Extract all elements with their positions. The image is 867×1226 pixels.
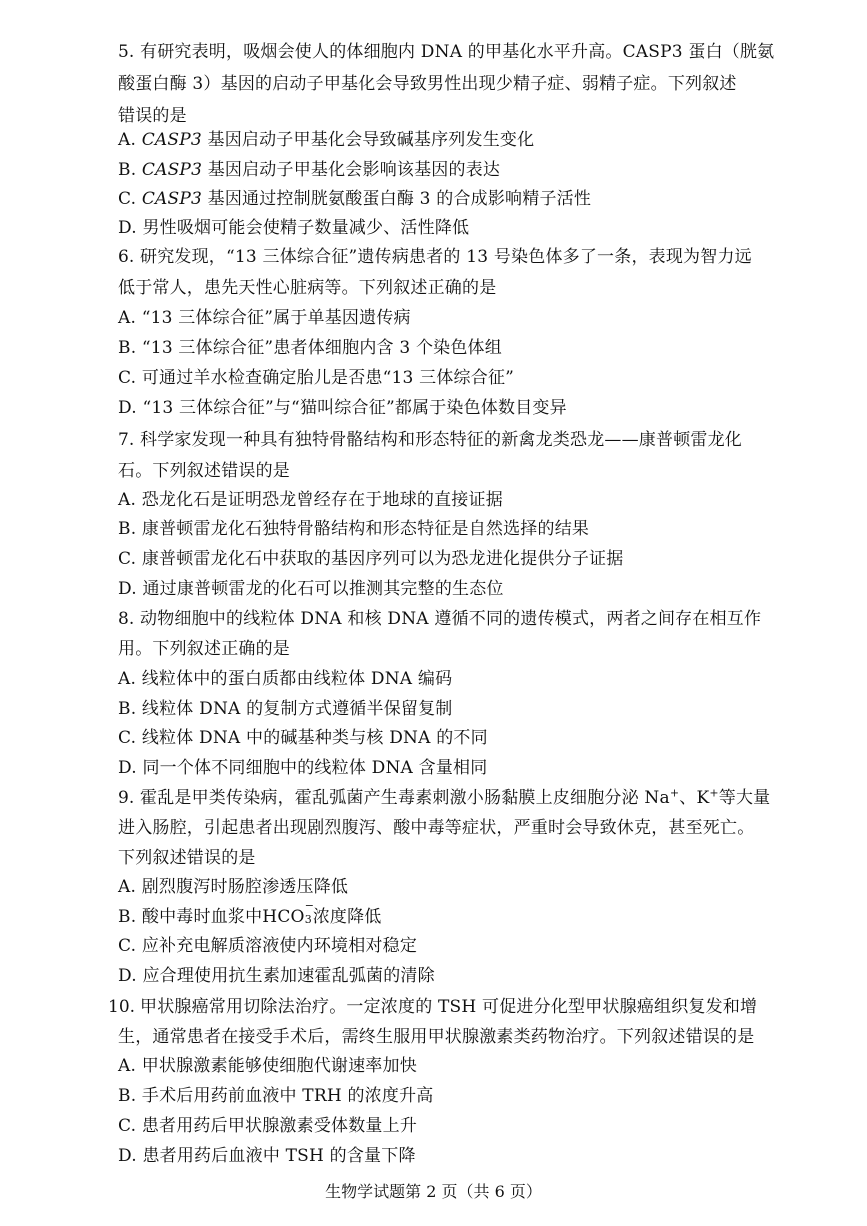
option-b: B. 康普顿雷龙化石独特骨骼结构和形态特征是自然选择的结果 bbox=[118, 519, 590, 539]
question-stem-line: 霍乱是甲类传染病，霍乱弧菌产生毒素刺激小肠黏膜上皮细胞分泌 Na+、K+等大量 bbox=[140, 786, 771, 808]
question-stem-line: 科学家发现一种具有独特骨骼结构和形态特征的新禽龙类恐龙——康普顿雷龙化 bbox=[140, 430, 742, 450]
option-b: B. 手术后用药前血液中 TRH 的浓度升高 bbox=[118, 1086, 434, 1106]
question-stem-line: 酸蛋白酶 3）基因的启动子甲基化会导致男性出现少精子症、弱精子症。下列叙述 bbox=[118, 74, 737, 94]
question-stem-line: 石。下列叙述错误的是 bbox=[118, 461, 290, 481]
question-stem-line: 进入肠腔，引起患者出现剧烈腹泻、酸中毒等症状，严重时会导致休克，甚至死亡。 bbox=[118, 818, 755, 838]
option-a: A. “13 三体综合征”属于单基因遗传病 bbox=[118, 308, 411, 328]
question-stem-line: 下列叙述错误的是 bbox=[118, 848, 256, 868]
option-d: D. 应合理使用抗生素加速霍乱弧菌的清除 bbox=[118, 966, 435, 986]
question-stem-line: 生，通常患者在接受手术后，需终生服用甲状腺激素类药物治疗。下列叙述错误的是 bbox=[118, 1027, 755, 1047]
option-a: A. 线粒体中的蛋白质都由线粒体 DNA 编码 bbox=[118, 669, 453, 689]
option-b: B. 酸中毒时血浆中HCO − 3 浓度降低 bbox=[118, 899, 382, 927]
option-c: C. 康普顿雷龙化石中获取的基因序列可以为恐龙进化提供分子证据 bbox=[118, 549, 624, 569]
option-d: D. 患者用药后血液中 TSH 的含量下降 bbox=[118, 1146, 416, 1166]
option-c: C. 线粒体 DNA 中的碱基种类与核 DNA 的不同 bbox=[118, 728, 488, 748]
option-a: A. 恐龙化石是证明恐龙曾经存在于地球的直接证据 bbox=[118, 490, 503, 510]
question-number: 8. bbox=[118, 609, 135, 629]
question-number: 5. bbox=[118, 42, 135, 62]
option-d: D. 通过康普顿雷龙的化石可以推测其完整的生态位 bbox=[118, 579, 504, 599]
page-footer: 生物学试题第 2 页（共 6 页） bbox=[325, 1182, 542, 1201]
option-d: D. “13 三体综合征”与“猫叫综合征”都属于染色体数目变异 bbox=[118, 398, 567, 418]
option-a: A. 剧烈腹泻时肠腔渗透压降低 bbox=[118, 877, 349, 897]
question-stem-line: 错误的是 bbox=[118, 106, 187, 126]
question-number: 10. bbox=[108, 997, 136, 1017]
option-c: C. 可通过羊水检查确定胎儿是否患“13 三体综合征” bbox=[118, 368, 515, 388]
option-b: B. “13 三体综合征”患者体细胞内含 3 个染色体组 bbox=[118, 338, 502, 358]
question-number: 7. bbox=[118, 430, 135, 450]
option-a: A. CASP3 基因启动子甲基化会导致碱基序列发生变化 bbox=[118, 130, 535, 150]
option-d: D. 同一个体不同细胞中的线粒体 DNA 含量相同 bbox=[118, 758, 488, 778]
option-d: D. 男性吸烟可能会使精子数量减少、活性降低 bbox=[118, 218, 470, 238]
option-b: B. CASP3 基因启动子甲基化会影响该基因的表达 bbox=[118, 160, 501, 180]
option-c: C. CASP3 基因通过控制胱氨酸蛋白酶 3 的合成影响精子活性 bbox=[118, 189, 592, 209]
question-number: 6. bbox=[118, 247, 135, 267]
question-number: 9. bbox=[118, 788, 135, 808]
question-stem-line: 甲状腺癌常用切除法治疗。一定浓度的 TSH 可促进分化型甲状腺癌组织复发和增 bbox=[140, 997, 758, 1017]
question-stem-line: 用。下列叙述正确的是 bbox=[118, 639, 290, 659]
question-stem-line: 研究发现，“13 三体综合征”遗传病患者的 13 号染色体多了一条，表现为智力远 bbox=[140, 247, 752, 267]
option-c: C. 患者用药后甲状腺激素受体数量上升 bbox=[118, 1116, 418, 1136]
option-c: C. 应补充电解质溶液使内环境相对稳定 bbox=[118, 936, 418, 956]
option-b: B. 线粒体 DNA 的复制方式遵循半保留复制 bbox=[118, 699, 453, 719]
question-stem-line: 有研究表明，吸烟会使人的体细胞内 DNA 的甲基化水平升高。CASP3 蛋白（胱氨 bbox=[140, 42, 775, 62]
question-stem-line: 低于常人，患先天性心脏病等。下列叙述正确的是 bbox=[118, 278, 497, 298]
question-stem-line: 动物细胞中的线粒体 DNA 和核 DNA 遵循不同的遗传模式，两者之间存在相互作 bbox=[140, 609, 762, 629]
option-a: A. 甲状腺激素能够使细胞代谢速率加快 bbox=[118, 1056, 417, 1076]
